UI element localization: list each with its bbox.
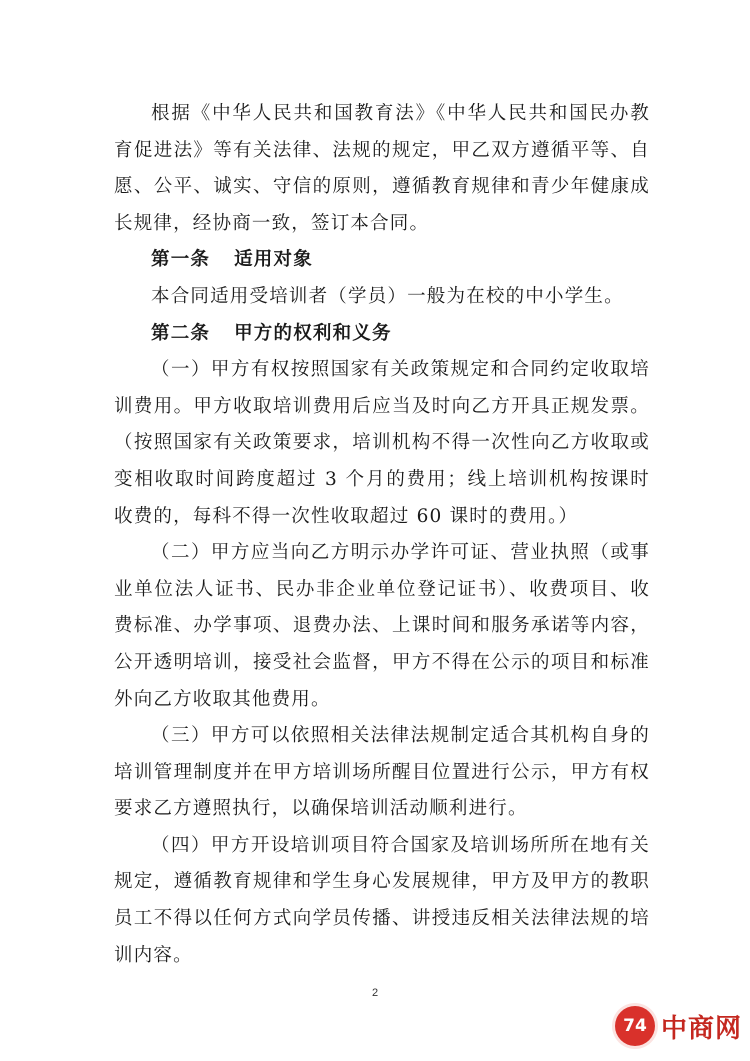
article-2-item-3: （三）甲方可以依照相关法律法规制定适合其机构自身的培训管理制度并在甲方培训场所醒目位置进行公示，甲方有权要求乙方遵照执行，以确保培训活动顺利进行。 [114, 725, 650, 820]
intro-paragraph: 根据《中华人民共和国教育法》《中华人民共和国民办教育促进法》等有关法律、法规的规定，甲乙双方遵循平等、自愿、公平、诚实、守信的原则，遵循教育规律和青少年健康成长规律，经协商一致，签订本合同。 [114, 103, 650, 234]
article-2-heading [114, 316, 650, 353]
article-1-heading [114, 242, 650, 279]
site-name: 中商网 [660, 1013, 742, 1044]
article-1-number: 第一条 [151, 249, 211, 271]
page-number: 2 [371, 987, 379, 999]
article-1-title: 适用对象 [234, 249, 313, 271]
article-2-title: 甲方的权利和义务 [234, 322, 392, 344]
site-logo-icon: 74 [615, 1006, 655, 1046]
site-watermark [615, 999, 742, 1053]
article-2-number: 第二条 [151, 322, 211, 344]
contract-body [114, 96, 650, 974]
article-1-text: 本合同适用受培训者（学员）一般为在校的中小学生。 [151, 285, 624, 307]
article-2-item-1: （一）甲方有权按照国家有关政策规定和合同约定收取培训费用。甲方收取培训费用后应当及时向乙方开具正规发票。（按照国家有关政策要求，培训机构不得一次性向乙方收取或变相收取时间跨度超过 3 个月的费用；线上培训机构按课时收费的，每科不得一次性收取超过 60 课时的费用。） [114, 359, 650, 527]
article-2-item-4: （四）甲方开设培训项目符合国家及培训场所所在地有关规定，遵循教育规律和学生身心发展规律，甲方及甲方的教职员工不得以任何方式向学员传播、讲授违反相关法律法规的培训内容。 [114, 834, 650, 966]
article-2-item-2: （二）甲方应当向乙方明示办学许可证、营业执照（或事业单位法人证书、民办非企业单位登记证书）、收费项目、收费标准、办学事项、退费办法、上课时间和服务承诺等内容，公开透明培训，接受社会监督，甲方不得在公示的项目和标准外向乙方收取其他费用。 [114, 542, 650, 710]
